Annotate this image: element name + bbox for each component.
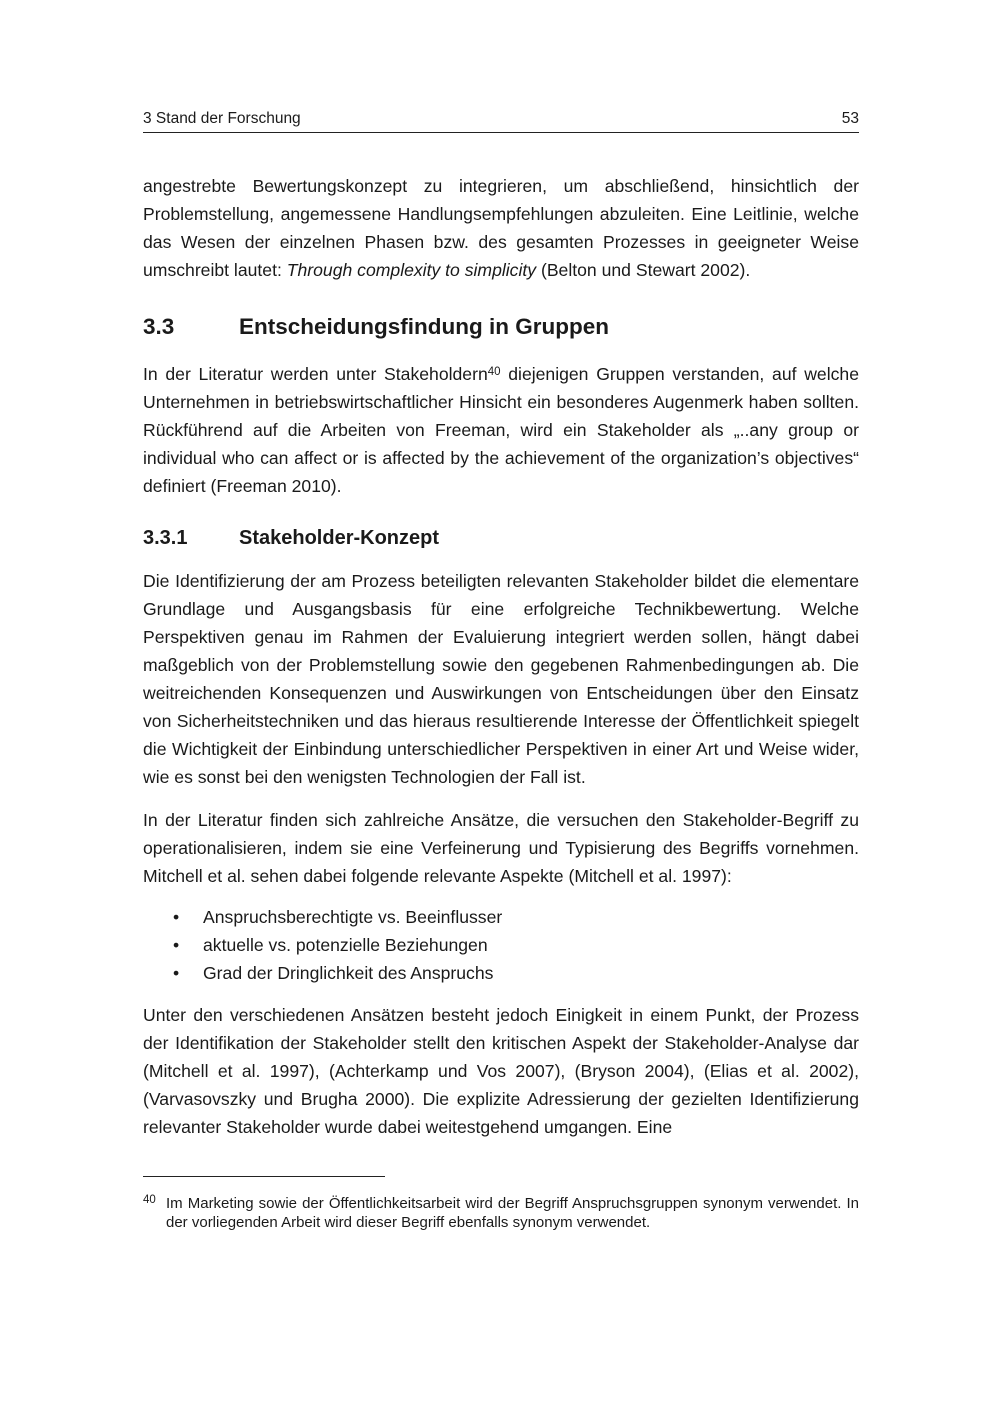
- aspects-list: [143, 903, 859, 987]
- section-paragraph: [143, 360, 859, 500]
- chapter-title: 3 Stand der Forschung: [143, 110, 301, 127]
- subsection-paragraph-1: Die Identifizierung der am Prozess beteiligten relevanten Stakeholder bildet die elementare Grundlage und Ausgangsbasis für eine erfolgreiche Technikbewertung. Welche Perspektiven genau im Rahmen der Evaluierung integriert werden sollen, hängt dabei maßgeblich von der Problemstellung sowie den gegebenen Rahmenbedingungen ab. Die weitreichenden Konsequenzen und Auswirkungen von Entscheidungen über den Einsatz von Sicherheitstechniken und das hieraus resultierende Interesse der Öffentlichkeit spiegelt die Wichtigkeit der Einbindung unterschiedlicher Perspektiven in einer Art und Weise wider, wie es sonst bei den wenigsten Technologien der Fall ist.: [143, 571, 859, 787]
- section-text-after: diejenigen Gruppen verstanden, auf welche Unternehmen in betriebswirtschaftlicher Hinsicht ein besonderes Augenmerk haben sollten. Rückführend auf die Arbeiten von Freeman, wird ein Stakeholder als „..any group or individual who can affect or is affected by the achievement of the organization’s objectives“ definiert (Freeman 2010).: [143, 364, 859, 496]
- section-text-before: In der Literatur werden unter Stakeholdern: [143, 364, 488, 384]
- running-header: [143, 108, 859, 133]
- footnote-reference[interactable]: 40: [487, 366, 501, 378]
- intro-paragraph: [143, 172, 859, 284]
- subsection-number: 3.3.1: [143, 527, 188, 549]
- footnote: [143, 1194, 859, 1232]
- bullet-icon: •: [173, 935, 180, 955]
- list-item: • aktuelle vs. potenzielle Beziehungen: [143, 931, 859, 959]
- footnote-divider: [143, 1176, 385, 1177]
- subsection-paragraph-2: In der Literatur finden sich zahlreiche Ansätze, die versuchen den Stakeholder-Begriff zu operationalisieren, indem sie eine Verfeinerung und Typisierung des Begriffs vornehmen. Mitchell et al. sehen dabei folgende relevante Aspekte (Mitchell et al. 1997):: [143, 810, 859, 886]
- list-item: • Anspruchsberechtigte vs. Beeinflusser: [143, 903, 859, 931]
- section-number: 3.3: [143, 314, 175, 339]
- intro-text-before: angestrebte Bewertungskonzept zu integrieren, um abschließend, hinsichtlich der Problemstellung, angemessene Handlungsempfehlungen abzuleiten. Eine Leitlinie, welche das Wesen der einzelnen Phasen bzw. des gesamten Prozesses in geeigneter Weise umschreibt lautet:: [143, 176, 859, 280]
- footnote-text: Im Marketing sowie der Öffentlichkeitsarbeit wird der Begriff Anspruchsgruppen synonym verwendet. In der vorliegenden Arbeit wird dieser Begriff ebenfalls synonym verwendet.: [166, 1195, 859, 1231]
- page-number: 53: [841, 110, 859, 127]
- list-item: • Grad der Dringlichkeit des Anspruchs: [143, 959, 859, 987]
- section-heading: [143, 313, 859, 341]
- intro-italic-quote: Through complexity to simplicity: [286, 260, 537, 280]
- footnote-number: 40: [143, 1194, 156, 1206]
- intro-text-after: (Belton und Stewart 2002).: [536, 260, 751, 280]
- subsection-title: Stakeholder-Konzept: [239, 527, 440, 549]
- bullet-icon: •: [173, 907, 180, 927]
- subsection-heading: [143, 524, 859, 552]
- section-title: Entscheidungsfindung in Gruppen: [239, 314, 609, 339]
- bullet-icon: •: [173, 963, 180, 983]
- subsection-paragraph-3: Unter den verschiedenen Ansätzen besteht jedoch Einigkeit in einem Punkt, der Prozess der Identifikation der Stakeholder stellt den kritischen Aspekt der Stakeholder-Analyse dar (Mitchell et al. 1997), (Achterkamp und Vos 2007), (Bryson 2004), (Elias et al. 2002), (Varvasovszky und Brugha 2000). Die explizite Adressierung der gezielten Identifizierung relevanter Stakeholder wurde dabei weitestgehend umgangen. Eine: [143, 1005, 859, 1137]
